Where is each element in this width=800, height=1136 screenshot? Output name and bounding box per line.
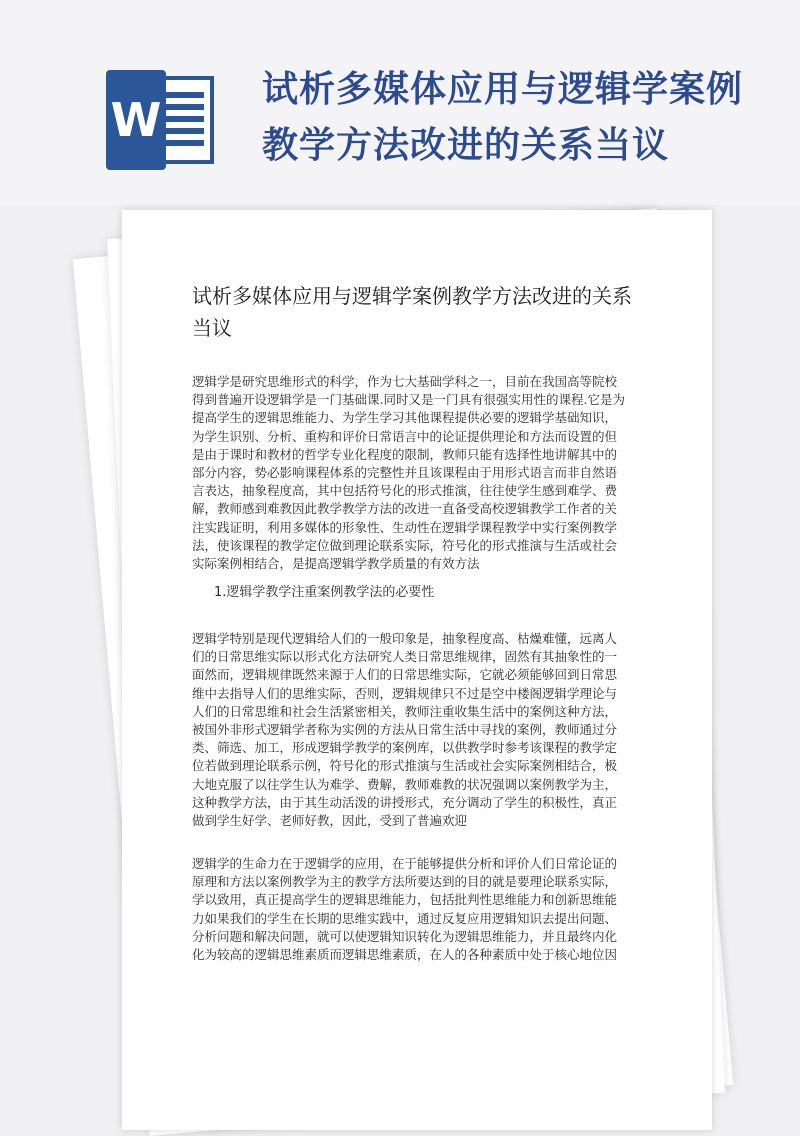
text-line: 是由于课时和教材的哲学专业化程度的限制，教师只能有选择性地讲解其中的 <box>192 446 618 462</box>
text-line: 被国外非形式逻辑学者称为实例的方法从日常生活中寻找的案例，教师通过分 <box>192 722 618 738</box>
text-line: 做到学生好学、老师好教，因此，受到了普遍欢迎 <box>192 813 468 829</box>
word-document-icon <box>100 70 220 170</box>
text-line: 原理和方法以案例教学为主的教学方法所要达到的目的就是要理论联系实际， <box>192 874 618 890</box>
text-line: 言表达，抽象程度高，其中包括符号化的形式推演，往往使学生感到难学、费 <box>192 483 618 499</box>
text-line: 注实践证明，利用多媒体的形象性、生动性在逻辑学课程教学中实行案例教学 <box>192 519 618 535</box>
document-title-line: 当议 <box>192 316 232 340</box>
text-line: 维中去指导人们的思维实际，否则，逻辑规律只不过是空中楼阁逻辑学理论与 <box>192 685 618 701</box>
text-line: 面然而，逻辑规律既然来源于人们的日常思维实际，它就必须能够回到日常思 <box>192 667 618 683</box>
text-line: 逻辑学的生命力在于逻辑学的应用，在于能够提供分析和评价人们日常论证的 <box>192 856 618 871</box>
text-line: 力如果我们的学生在长期的思维实践中，通过反复应用逻辑知识去提出问题、 <box>192 910 618 926</box>
text-line: 法，使该课程的教学定位做到理论联系实际，符号化的形式推演与生活或社会 <box>192 537 618 553</box>
banner-title-line: 试析多媒体应用与逻辑学案例 <box>262 69 744 110</box>
text-line: 得到普遍开设逻辑学是一门基础课.同时又是一门具有很强实用性的课程.它是为 <box>192 392 625 408</box>
banner-title <box>262 62 782 174</box>
text-line: 类、筛选、加工，形成逻辑学教学的案例库，以供教学时参考该课程的教学定 <box>192 740 618 756</box>
text-line: 分析问题和解决问题，就可以使逻辑知识转化为逻辑思维能力，并且最终内化 <box>192 928 618 944</box>
text-line: 大地克服了以往学生认为难学、费解，教师难教的状况强调以案例教学为主， <box>192 776 618 792</box>
text-line: 学以致用，真正提高学生的逻辑思维能力，包括批判性思维能力和创新思维能 <box>192 892 618 908</box>
text-line: 逻辑学是研究思维形式的科学，作为七大基础学科之一，目前在我国高等院校 <box>192 374 618 389</box>
body-paragraph <box>192 630 652 830</box>
banner-header <box>0 0 800 205</box>
text-line: 逻辑学特别是现代逻辑给人们的一般印象是，抽象程度高、枯燥难懂，远离人 <box>192 631 618 646</box>
banner-title-line: 教学方法改进的关系当议 <box>262 125 670 166</box>
text-line: 解，教师感到难教因此教学教学方法的改进一直备受高校逻辑教学工作者的关 <box>192 501 618 517</box>
document-title-line: 试析多媒体应用与逻辑学案例教学方法改进的关系 <box>192 284 632 308</box>
word-icon-letter: W <box>110 93 162 147</box>
text-line: 化为较高的逻辑思维素质而逻辑思维素质，在人的各种素质中处于核心地位因 <box>192 947 618 963</box>
text-line: 人们的日常思维和社会生活紧密相关，教师注重收集生活中的案例这种方法， <box>192 703 618 719</box>
body-paragraph <box>192 855 652 964</box>
text-line: 为学生识别、分析、重构和评价日常语言中的论证提供理论和方法而设置的但 <box>192 428 618 444</box>
section-heading: 1.逻辑学教学注重案例教学法的必要性 <box>214 585 435 600</box>
document-page <box>122 210 712 1130</box>
text-line: 提高学生的逻辑思维能力、为学生学习其他课程提供必要的逻辑学基础知识， <box>192 410 618 426</box>
text-line: 们的日常思维实际以形式化方法研究人类日常思维规律，固然有其抽象性的一 <box>192 649 618 665</box>
text-line: 这种教学方法，由于其生动活泼的讲授形式，充分调动了学生的积极性，真正 <box>192 794 618 810</box>
document-title <box>192 280 652 344</box>
intro-paragraph <box>192 373 652 573</box>
text-line: 实际案例相结合，是提高逻辑学教学质量的有效方法 <box>192 556 480 572</box>
text-line: 部分内容，势必影响课程体系的完整性并且该课程由于用形式语言而非自然语 <box>192 465 618 481</box>
text-line: 位若做到理论联系示例，符号化的形式推演与生活或社会实际案例相结合，极 <box>192 758 618 774</box>
